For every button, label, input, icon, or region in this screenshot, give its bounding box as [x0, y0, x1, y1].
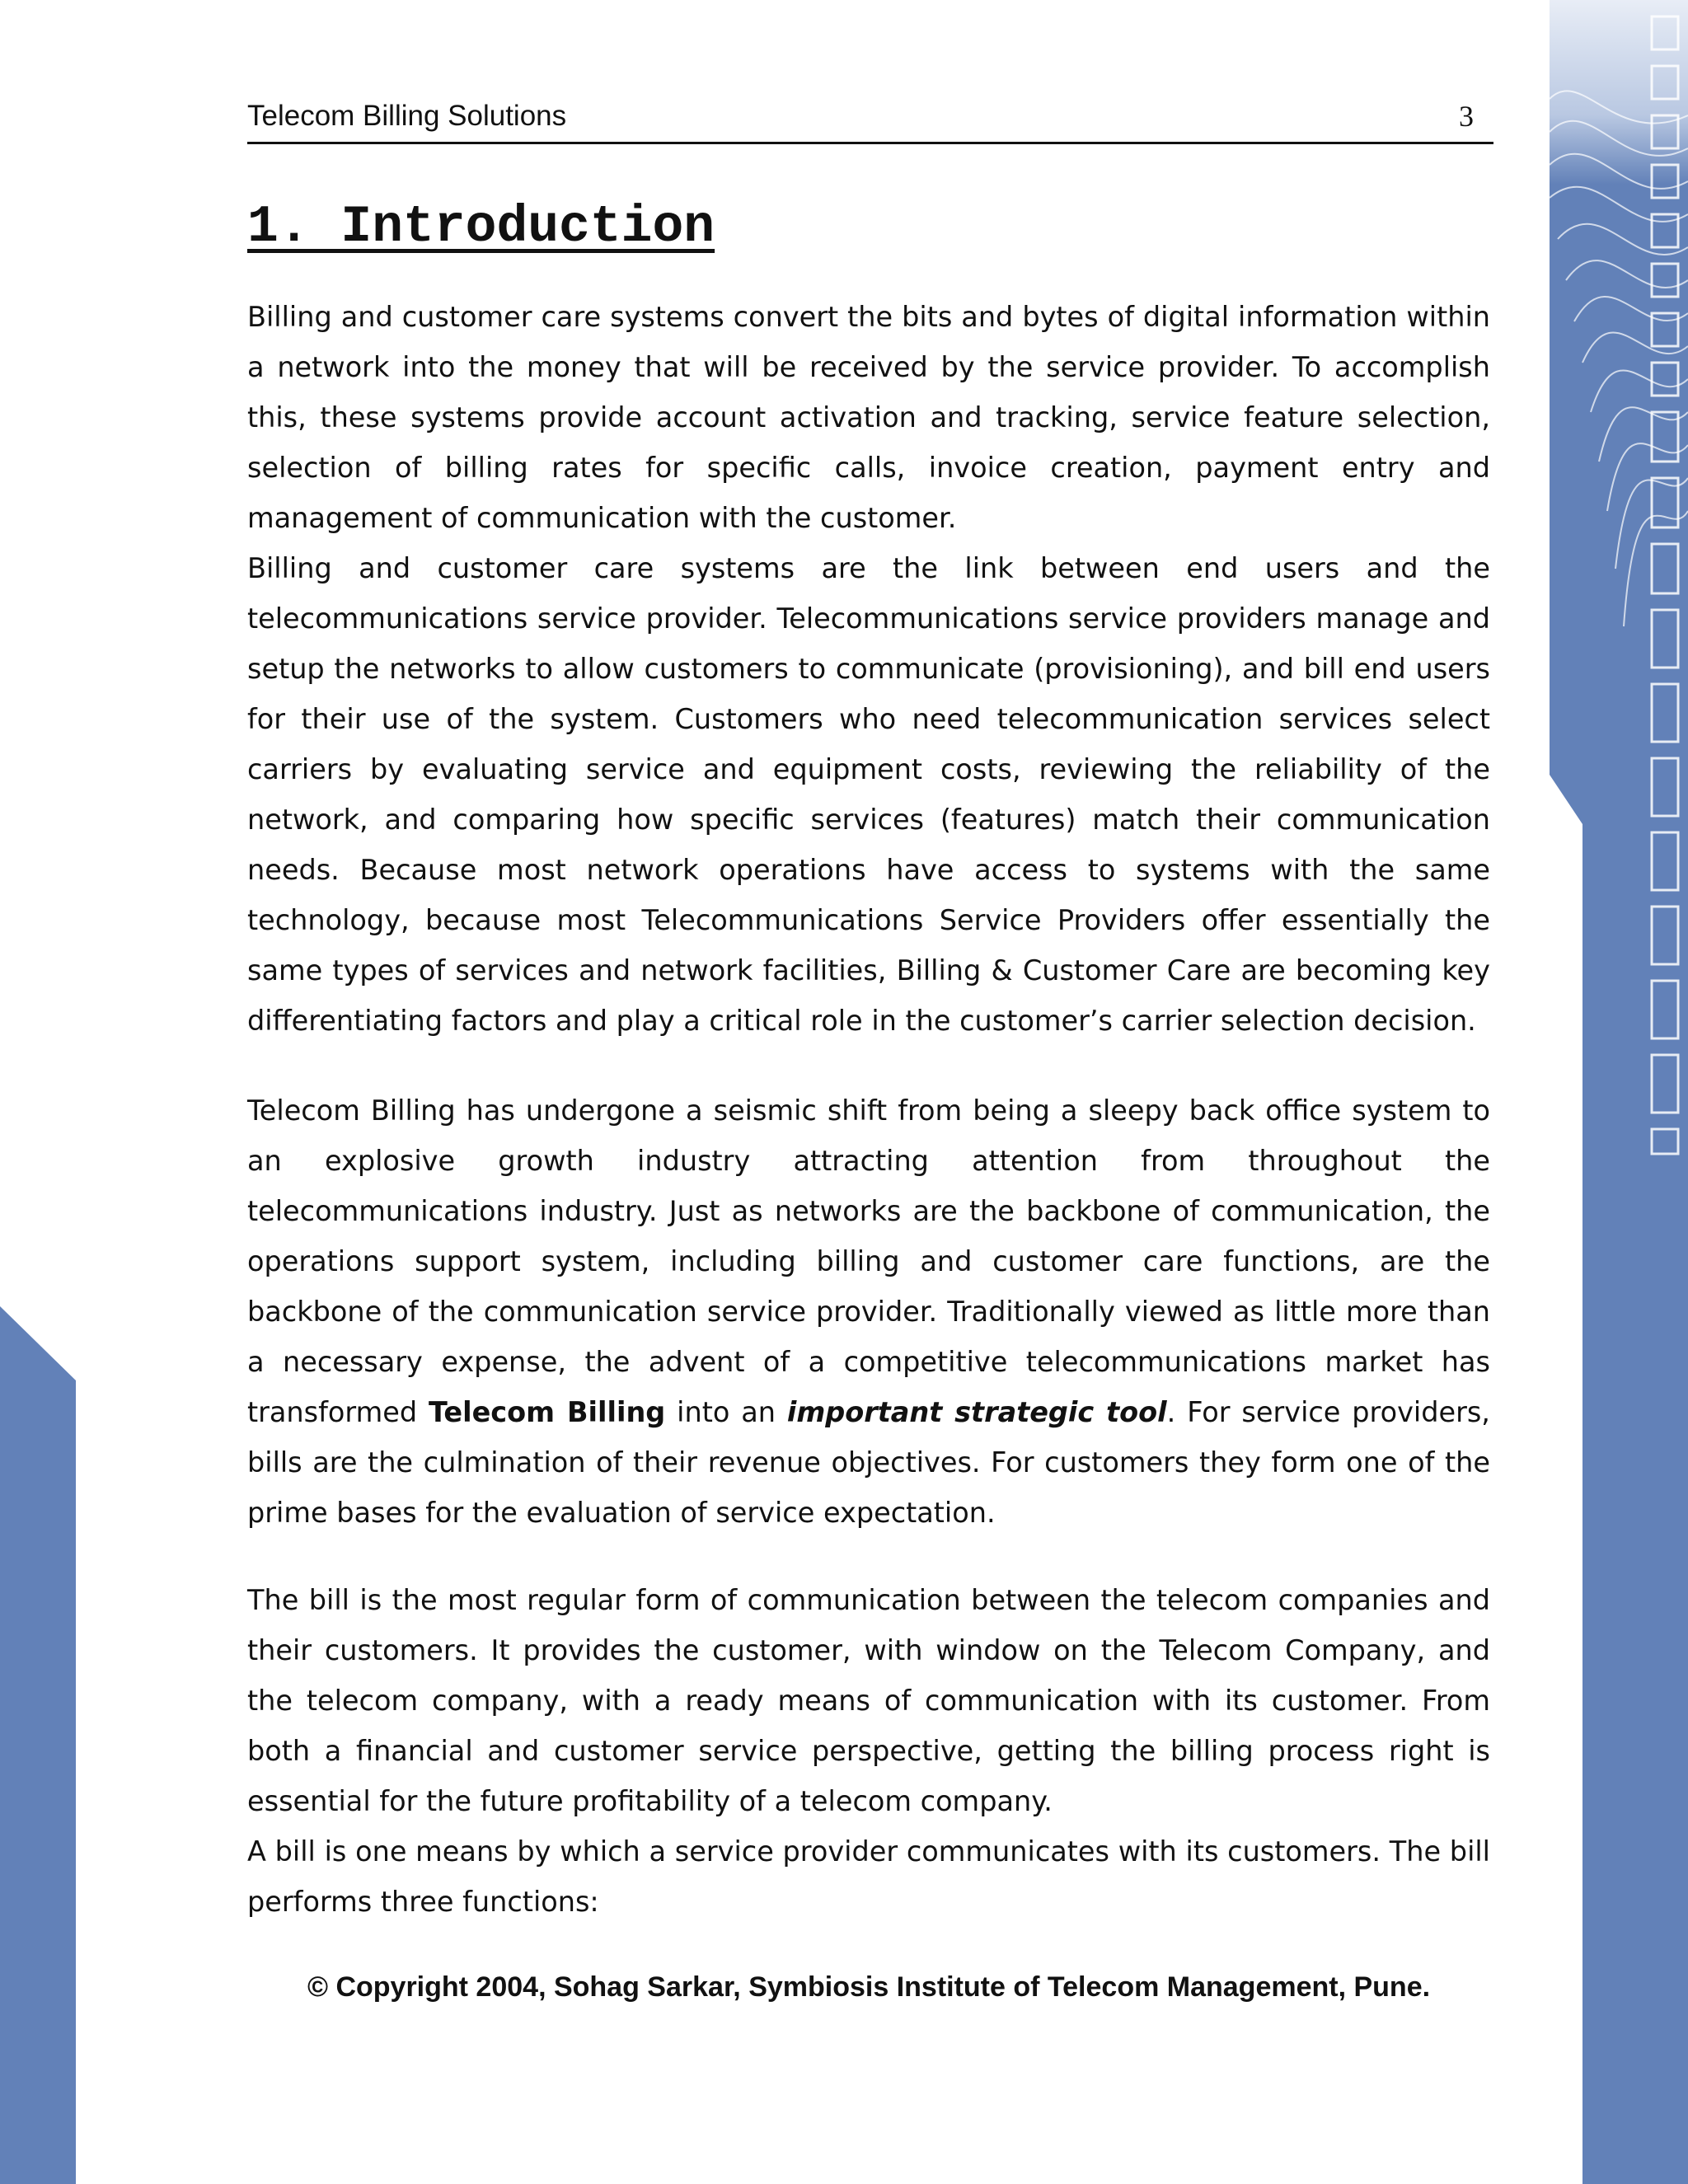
header-title: Telecom Billing Solutions [247, 100, 567, 132]
page-number: 3 [1459, 100, 1474, 133]
page-header [247, 97, 1493, 144]
bold-term-telecom-billing: Telecom Billing [428, 1396, 666, 1428]
paragraph-text: into an [677, 1396, 776, 1428]
paragraph-seismic-shift [247, 1085, 1490, 1538]
paragraph-bill-communication: The bill is the most regular form of communication between the telecom companies and their customers. It provides the customer, with window on the Telecom Company, and the telecom company, with a ready means of communication with its customer. From both a financial and customer service perspective, getting the billing process right is essential for the future profitability of a telecom company. [247, 1584, 1490, 1817]
footer-copyright: © Copyright 2004, Sohag Sarkar, Symbiosis Institute of Telecom Management, Pune. [307, 1971, 1431, 2003]
wave-pattern-graphic [1550, 0, 1688, 2184]
section-heading: 1. Introduction [247, 198, 715, 256]
paragraph-billing-systems: Billing and customer care systems convert the bits and bytes of digital information within a network into the money that will be received by the service provider. To accomplish this, these systems provide account activation and tracking, service feature selection, selection of billing rates for specific calls, invoice creation, payment entry and management of communication with the customer. [247, 301, 1490, 534]
paragraph-text: . For service providers, bills are the culmination of their revenue objectives. For customers they form one of the prime bases for the evaluation of service expectation. [247, 1396, 1490, 1529]
right-decorative-band [1550, 0, 1688, 2184]
paragraph-bill-functions: A bill is one means by which a service provider communicates with its customers. The bill performs three functions: [247, 1835, 1490, 1918]
paragraph-billing-link: Billing and customer care systems are the link between end users and the telecommunications service provider. Telecommunications service providers manage and setup the networks to allow customers to communicate (provisioning), and bill end users for their use of the system. Customers who need telecommunication services select carriers by evaluating service and equipment costs, reviewing the reliability of the network, and comparing how specific services (features) match their communication needs. Because most network operations have access to systems with the same technology, because most Telecommunications Service Providers offer essentially the same types of services and network facilities, Billing & Customer Care are becoming key differentiating factors and play a critical role in the customer’s carrier selection decision. [247, 552, 1490, 1037]
emphasis-strategic-tool: important strategic tool [786, 1396, 1167, 1428]
left-decorative-band [0, 1306, 76, 2184]
paragraph-text: Telecom Billing has undergone a seismic shift from being a sleepy back office system to an explosive growth industry attracting attention from throughout the telecommunications industry. Just as networks are the backbone of communication, the operations support system, including billing and customer care functions, are the backbone of the communication service provider. Traditionally viewed as little more than a necessary expense, the advent of a competitive telecommunications market has transformed [247, 1094, 1490, 1428]
corner-shape-graphic [0, 1306, 76, 2184]
